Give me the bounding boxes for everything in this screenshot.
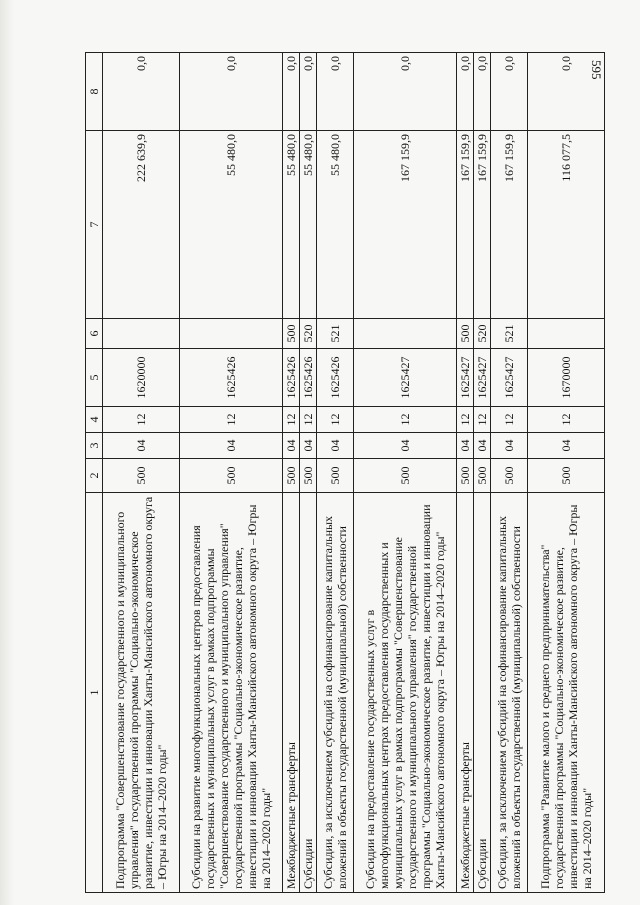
row-code-3: 04	[528, 433, 605, 459]
row-code-3: 04	[283, 433, 300, 459]
page-number: 595	[589, 60, 604, 80]
header-cell-5: 5	[86, 349, 103, 407]
row-name: Субсидии, за исключением субсидий на софинансирование капитальных вложений в объекты государственной (муниципальной) собственности	[317, 493, 354, 893]
row-code-5: 1625427	[354, 349, 457, 407]
row-amount-8: 0,0	[180, 53, 283, 131]
row-code-2: 500	[283, 459, 300, 493]
row-code-3: 04	[491, 433, 528, 459]
budget-table	[85, 52, 605, 893]
row-code-3: 04	[457, 433, 474, 459]
header-cell-1: 1	[86, 493, 103, 893]
row-code-2: 500	[180, 459, 283, 493]
header-cell-4: 4	[86, 407, 103, 433]
row-code-4: 12	[103, 407, 180, 433]
table-row	[457, 53, 474, 893]
row-code-6	[528, 319, 605, 349]
row-code-2: 500	[528, 459, 605, 493]
row-code-5: 1625427	[457, 349, 474, 407]
row-name: Подпрограмма "Совершенствование государственного и муниципального управления" государственной программы "Социально-экономическое развитие, инвестиции и инновации Ханты-Мансийского автономного округа – Югры на 2014–2020 годы"	[103, 493, 180, 893]
header-cell-2: 2	[86, 459, 103, 493]
row-code-6	[354, 319, 457, 349]
row-code-6	[180, 319, 283, 349]
row-code-3: 04	[474, 433, 491, 459]
row-code-5: 1625426	[180, 349, 283, 407]
table-row	[103, 53, 180, 893]
row-amount-8: 0,0	[300, 53, 317, 131]
row-code-6: 500	[283, 319, 300, 349]
row-amount: 167 159,9	[457, 131, 474, 319]
row-code-5: 1625426	[283, 349, 300, 407]
row-code-6: 521	[317, 319, 354, 349]
header-cell-6: 6	[86, 319, 103, 349]
row-code-5: 1625426	[300, 349, 317, 407]
row-code-3: 04	[180, 433, 283, 459]
rotated-table-wrapper	[85, 53, 605, 893]
row-code-4: 12	[457, 407, 474, 433]
table-body	[103, 53, 605, 893]
row-name: Подпрограмма "Развитие малого и среднего предпринимательства" государственной программы "Социально-экономическое развитие, инвестиции и инновации Ханты-Мансийского автономного округа – Югры на 2014–2020 годы"	[528, 493, 605, 893]
row-name: Субсидии	[474, 493, 491, 893]
row-code-4: 12	[300, 407, 317, 433]
row-name: Субсидии, за исключением субсидий на софинансирование капитальных вложений в объекты государственной (муниципальной) собственности	[491, 493, 528, 893]
row-code-6: 520	[300, 319, 317, 349]
row-code-4: 12	[317, 407, 354, 433]
row-amount: 222 639,9	[103, 131, 180, 319]
table-row	[474, 53, 491, 893]
row-code-5: 1670000	[528, 349, 605, 407]
row-amount: 116 077,5	[528, 131, 605, 319]
row-code-6: 520	[474, 319, 491, 349]
row-amount: 167 159,9	[474, 131, 491, 319]
row-code-2: 500	[491, 459, 528, 493]
row-amount: 55 480,0	[300, 131, 317, 319]
row-amount-8: 0,0	[317, 53, 354, 131]
row-amount: 167 159,9	[491, 131, 528, 319]
row-code-2: 500	[457, 459, 474, 493]
table-row	[180, 53, 283, 893]
header-cell-8: 8	[86, 53, 103, 131]
row-code-5: 1620000	[103, 349, 180, 407]
row-code-2: 500	[317, 459, 354, 493]
row-code-3: 04	[103, 433, 180, 459]
row-amount-8: 0,0	[457, 53, 474, 131]
row-code-4: 12	[283, 407, 300, 433]
table-row	[528, 53, 605, 893]
row-code-3: 04	[317, 433, 354, 459]
row-amount-8: 0,0	[528, 53, 605, 131]
header-cell-3: 3	[86, 433, 103, 459]
row-name: Субсидии на предоставление государственных услуг в многофункциональных центрах предоставления государственных и муниципальных услуг в рамках подпрограммы "Совершенствование государственного и муниципального управления" государственной программы "Социально-экономическое развитие, инвестиции и инновации Ханты-Мансийского автономного округа – Югры на 2014–2020 годы"	[354, 493, 457, 893]
row-code-5: 1625427	[491, 349, 528, 407]
row-code-2: 500	[354, 459, 457, 493]
row-code-4: 12	[180, 407, 283, 433]
row-amount: 55 480,0	[180, 131, 283, 319]
row-code-5: 1625427	[474, 349, 491, 407]
table-row	[317, 53, 354, 893]
row-code-6: 500	[457, 319, 474, 349]
row-amount-8: 0,0	[474, 53, 491, 131]
row-code-3: 04	[354, 433, 457, 459]
row-code-2: 500	[300, 459, 317, 493]
row-amount: 55 480,0	[317, 131, 354, 319]
row-code-5: 1625426	[317, 349, 354, 407]
row-amount-8: 0,0	[283, 53, 300, 131]
row-code-3: 04	[300, 433, 317, 459]
row-name: Межбюджетные трансферты	[283, 493, 300, 893]
row-name: Субсидии	[300, 493, 317, 893]
row-code-4: 12	[491, 407, 528, 433]
row-code-4: 12	[354, 407, 457, 433]
row-code-6: 521	[491, 319, 528, 349]
table-header	[86, 53, 103, 893]
table-row	[354, 53, 457, 893]
row-code-2: 500	[474, 459, 491, 493]
row-amount-8: 0,0	[354, 53, 457, 131]
row-amount-8: 0,0	[491, 53, 528, 131]
header-cell-7: 7	[86, 131, 103, 319]
row-code-4: 12	[528, 407, 605, 433]
table-row	[300, 53, 317, 893]
row-amount-8: 0,0	[103, 53, 180, 131]
table-row	[283, 53, 300, 893]
row-name: Субсидии на развитие многофункциональных центров предоставления государственных и муниципальных услуг в рамках подпрограммы "Совершенствование государственного и муниципального управления" государственной программы "Социально-экономическое развитие, инвестиции и инновации Ханты-Мансийского автономного округа – Югры на 2014–2020 годы"	[180, 493, 283, 893]
row-amount: 55 480,0	[283, 131, 300, 319]
row-amount: 167 159,9	[354, 131, 457, 319]
row-code-4: 12	[474, 407, 491, 433]
table-row	[491, 53, 528, 893]
row-name: Межбюджетные трансферты	[457, 493, 474, 893]
header-row	[86, 53, 103, 893]
row-code-2: 500	[103, 459, 180, 493]
scan-edge	[0, 0, 14, 905]
row-code-6	[103, 319, 180, 349]
